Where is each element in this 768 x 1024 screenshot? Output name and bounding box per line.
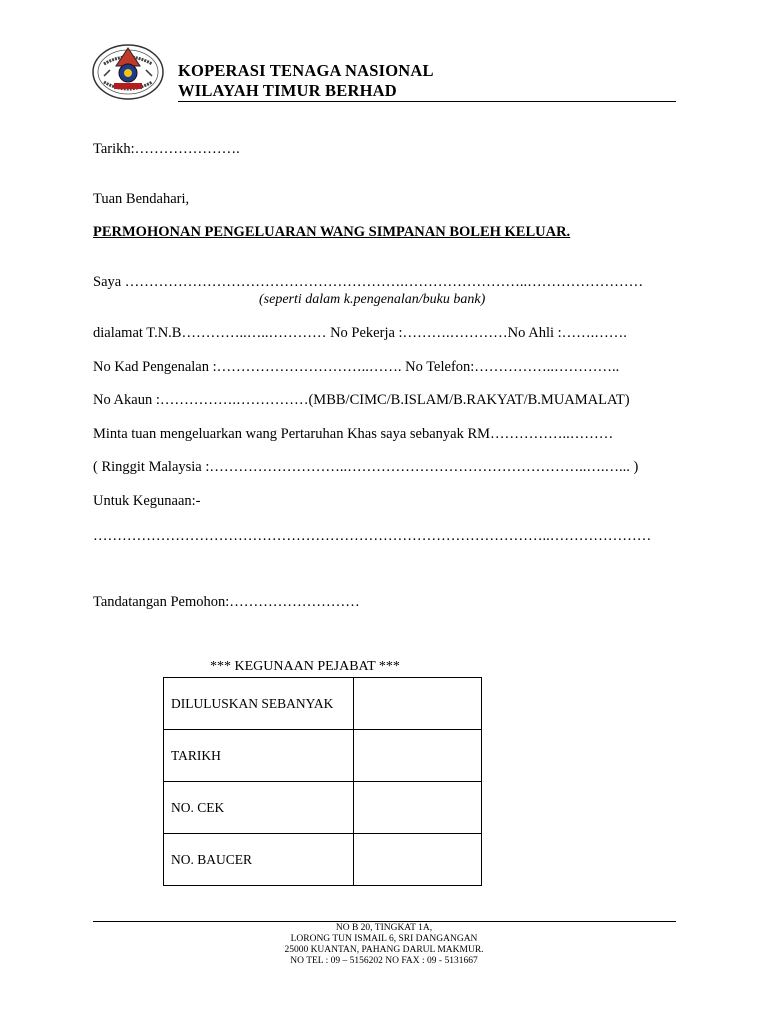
footer-address-line1: NO B 20, TINGKAT 1A, (335, 923, 433, 933)
ic-line: No Kad Pengenalan :…………………………..……. No Telefon:……………..………….. (93, 359, 620, 375)
subject-heading: PERMOHONAN PENGELUARAN WANG SIMPANAN BOLEH KELUAR. (93, 224, 571, 240)
footer-contact-line: NO TEL : 09 – 5156202 NO FAX : 09 - 5131667 (290, 956, 478, 966)
address-line: dialamat T.N.B…………..…..………… No Pekerja :……….…………No Ahli :…….……. (93, 325, 627, 341)
voucher-no-label: NO. BAUCER (164, 834, 354, 886)
footer-address-line2: LORONG TUN ISMAIL 6, SRI DANGANGAN (290, 934, 478, 944)
approved-amount-value (354, 678, 482, 730)
signature-line: Tandatangan Pemohon:……………………… (93, 594, 360, 610)
voucher-no-value (354, 834, 482, 886)
cooperative-crest-logo (90, 40, 166, 104)
name-line: Saya ………………………………………………….……………………..…………………… (93, 274, 644, 290)
purpose-line: …………………………………………………………………………………..………………… (93, 528, 652, 544)
date-label: TARIKH (164, 730, 354, 782)
footer-divider (93, 921, 676, 922)
org-name-line1: KOPERASI TENAGA NASIONAL (178, 61, 434, 80)
date-value (354, 730, 482, 782)
org-name-line2: WILAYAH TIMUR BERHAD (178, 81, 397, 100)
account-line: No Akaun :…………….……………(MBB/CIMC/B.ISLAM/B.RAKYAT/B.MUAMALAT) (93, 392, 630, 408)
header-divider (178, 101, 676, 102)
cheque-no-value (354, 782, 482, 834)
date-line: Tarikh:…………………. (93, 141, 240, 157)
name-hint: (seperti dalam k.pengenalan/buku bank) (259, 292, 486, 307)
request-line: Minta tuan mengeluarkan wang Pertaruhan Khas saya sebanyak RM……………..……… (93, 426, 614, 442)
office-use-table (163, 677, 482, 886)
table-row (164, 730, 482, 782)
footer-address-line3: 25000 KUANTAN, PAHANG DARUL MAKMUR. (284, 945, 484, 955)
table-row (164, 678, 482, 730)
office-use-title: *** KEGUNAAN PEJABAT *** (210, 659, 400, 674)
ringgit-line: ( Ringgit Malaysia :………………………..…………………………………………..….…... ) (93, 459, 639, 475)
salutation: Tuan Bendahari, (93, 191, 190, 207)
cheque-no-label: NO. CEK (164, 782, 354, 834)
purpose-label: Untuk Kegunaan:- (93, 493, 201, 509)
table-row (164, 834, 482, 886)
table-row (164, 782, 482, 834)
approved-amount-label: DILULUSKAN SEBANYAK (164, 678, 354, 730)
